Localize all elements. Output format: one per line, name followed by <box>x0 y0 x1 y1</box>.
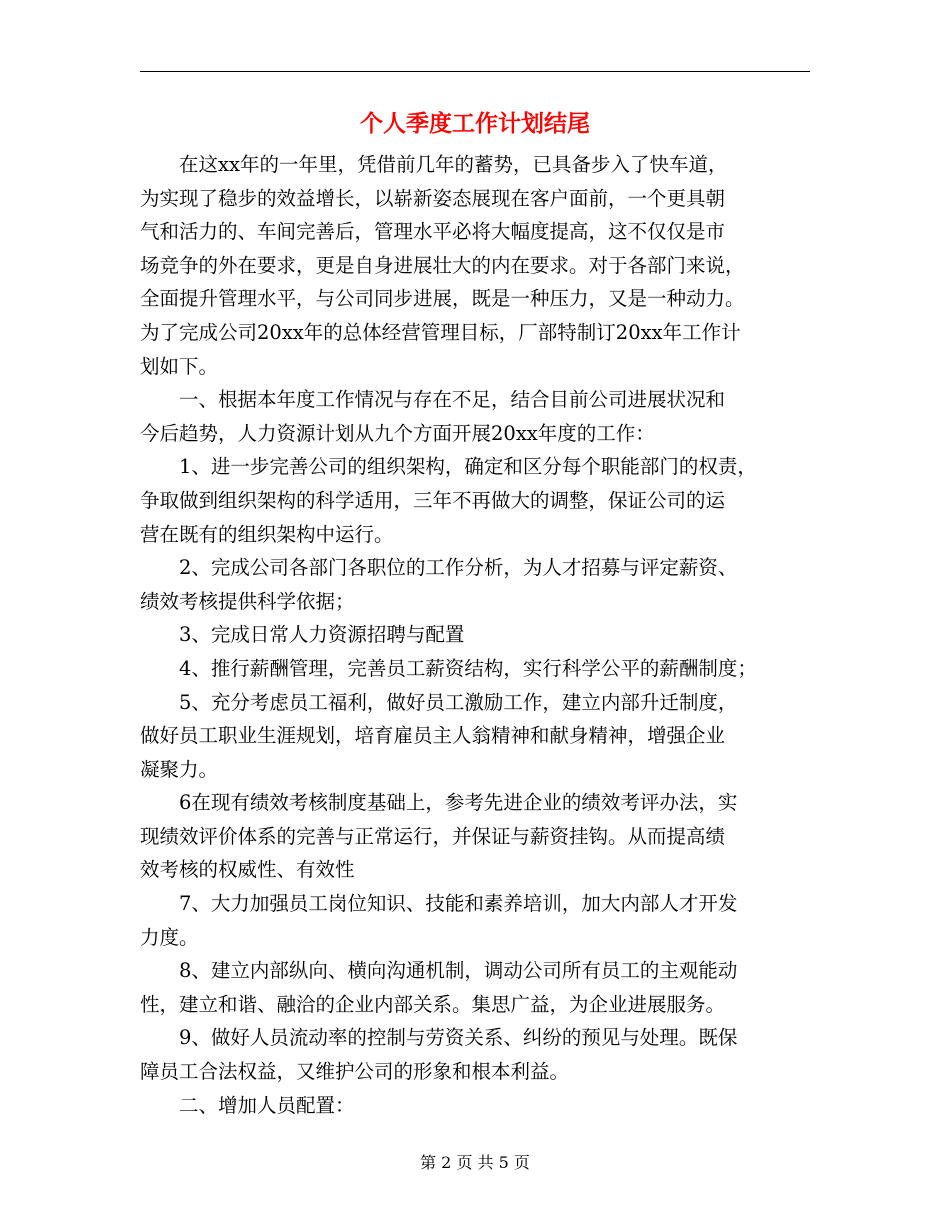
text-line: 5、充分考虑员工福利，做好员工激励工作，建立内部升迁制度， <box>179 690 738 714</box>
text-line: 1、进一步完善公司的组织架构，确定和区分每个职能部门的权责， <box>179 455 757 479</box>
text-line: 为了完成公司20xx年的总体经营管理目标，厂部特制订20xx年工作计 <box>140 320 741 344</box>
text-line: 今后趋势，人力资源计划从九个方面开展20xx年度的工作： <box>140 421 655 445</box>
paragraph-item-5 <box>140 686 812 787</box>
document-body <box>140 148 812 1122</box>
text-line: 9、做好人员流动率的控制与劳资关系、纠纷的预见与处理。既保 <box>179 1026 738 1050</box>
text-line: 7、大力加强员工岗位知识、技能和素养培训，加大内部人才开发 <box>179 892 738 916</box>
text-line: 4、推行薪酬管理，完善员工薪资结构，实行科学公平的薪酬制度； <box>179 656 757 680</box>
paragraph-item-7 <box>140 887 812 954</box>
text-line: 全面提升管理水平，与公司同步进展，既是一种压力，又是一种动力。 <box>140 287 745 311</box>
paragraph-item-4 <box>140 652 812 686</box>
paragraph-item-6 <box>140 786 812 887</box>
text-line: 力度。 <box>140 925 199 949</box>
text-line: 场竞争的外在要求，更是自身进展壮大的内在要求。对于各部门来说， <box>140 253 745 277</box>
text-line: 2、完成公司各部门各职位的工作分析，为人才招募与评定薪资、 <box>179 556 738 580</box>
paragraph-item-2 <box>140 551 812 618</box>
text-line: 3、完成日常人力资源招聘与配置 <box>179 623 465 647</box>
paragraph-intro <box>140 148 812 383</box>
text-line: 二、增加人员配置： <box>179 1093 355 1117</box>
text-line: 划如下。 <box>140 354 219 378</box>
paragraph-item-9 <box>140 1021 812 1088</box>
text-line: 做好员工职业生涯规划，培育雇员主人翁精神和献身精神，增强企业 <box>140 724 726 748</box>
text-line: 营在既有的组织架构中运行。 <box>140 522 394 546</box>
text-line: 6在现有绩效考核制度基础上，参考先进企业的绩效考评办法，实 <box>179 791 738 815</box>
page-footer: 第 2 页 共 5 页 <box>420 1153 530 1172</box>
text-line: 8、建立内部纵向、横向沟通机制，调动公司所有员工的主观能动 <box>179 959 738 983</box>
document-title: 个人季度工作计划结尾 <box>360 110 590 137</box>
paragraph-item-3 <box>140 618 812 652</box>
text-line: 一、根据本年度工作情况与存在不足，结合目前公司进展状况和 <box>179 388 726 412</box>
text-line: 为实现了稳步的效益增长，以崭新姿态展现在客户面前，一个更具朝 <box>140 186 726 210</box>
text-line: 绩效考核提供科学依据； <box>140 589 355 613</box>
paragraph-item-1 <box>140 450 812 551</box>
paragraph-item-8 <box>140 954 812 1021</box>
text-line: 现绩效评价体系的完善与正常运行，并保证与薪资挂钩。从而提高绩 <box>140 824 726 848</box>
paragraph-section-two <box>140 1089 812 1123</box>
text-line: 凝聚力。 <box>140 757 219 781</box>
text-line: 障员工合法权益，又维护公司的形象和根本利益。 <box>140 1060 570 1084</box>
header-rule <box>140 71 810 72</box>
text-line: 性，建立和谐、融洽的企业内部关系。集思广益，为企业进展服务。 <box>140 992 726 1016</box>
text-line: 争取做到组织架构的科学适用，三年不再做大的调整，保证公司的运 <box>140 488 726 512</box>
text-line: 在这xx年的一年里，凭借前几年的蓄势，已具备步入了快车道， <box>179 153 728 176</box>
text-line: 效考核的权威性、有效性 <box>140 858 355 882</box>
paragraph-section-one <box>140 383 812 450</box>
text-line: 气和活力的、车间完善后，管理水平必将大幅度提高，这不仅仅是市 <box>140 220 726 244</box>
